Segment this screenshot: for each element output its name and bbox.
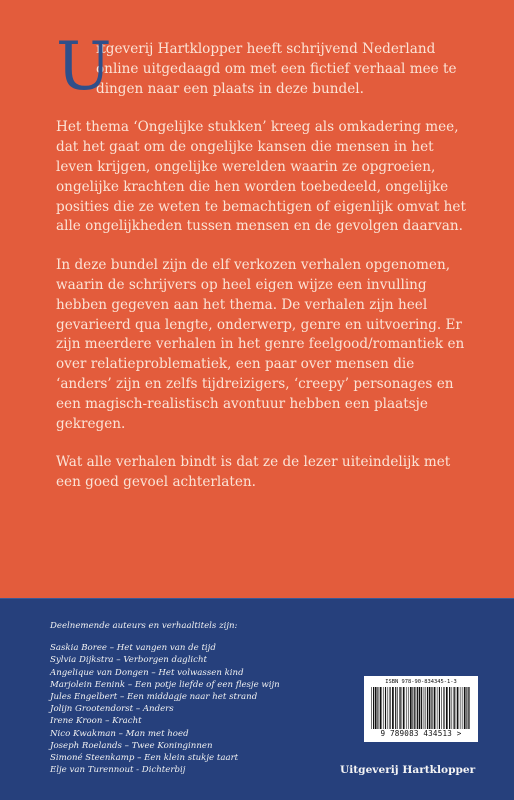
contents-paragraph: In deze bundel zijn de elf verkozen verhalen opgenomen, waarin de schrijvers op heel eigen wijze een invulling hebben gegeven aan het thema. De verhalen zijn heel gevarieerd qua lengte, onderwerp, genre en uitvoering. Er zijn meerdere verhalen in het genre feelgood/romantiek en over relatieproblematiek, een paar over mensen die ‘anders’ zijn en zelfs tijdreizigers, ‘creepy’ personages en een magisch-realistisch avontuur hebben een plaatsje gekregen. [56, 257, 465, 432]
barcode-bar [412, 687, 413, 729]
barcode-bar [449, 687, 450, 729]
barcode-bar [417, 687, 418, 729]
barcode-bar [441, 687, 442, 729]
intro-text: itgeverij Hartklopper heeft schrijvend Nederland online uitgedaagd om met een fictief verhaal mee te dingen naar een plaats in deze bundel. [96, 41, 457, 97]
barcode-bar [373, 687, 374, 729]
barcode-bar [410, 687, 412, 729]
barcode-bar [424, 687, 425, 729]
barcode-bar [427, 687, 428, 729]
author-entry: Jules Engelbert – Een middagje naar het strand [50, 692, 258, 703]
barcode-bar [468, 687, 469, 729]
barcode-bar [380, 687, 382, 729]
barcode-bar [429, 687, 431, 729]
barcode-bar [403, 687, 405, 729]
barcode-bars [370, 687, 472, 729]
barcode-bar [399, 687, 400, 729]
theme-paragraph: Het thema ‘Ongelijke stukken’ kreeg als omkadering mee, dat het gaat om de ongelijke kansen die mensen in het leven krijgen, ongelijke werelden waarin ze opgroeien, ongelijke krachten die hen worden toebedeeld, ongelijke posities die ze weten te bemachtigen of eigenlijk omvat het alle ongelijkheden tussen mensen en de gevolgen daarvan. [56, 119, 466, 235]
barcode-bar [419, 687, 421, 729]
barcode-bar [437, 687, 438, 729]
author-entry: Joseph Roelands – Twee Koninginnen [50, 740, 213, 751]
barcode-bar [408, 687, 409, 729]
barcode-bar [462, 687, 463, 729]
barcode-bar [395, 687, 396, 729]
barcode-bar [392, 687, 394, 729]
barcode-bar [432, 687, 433, 729]
barcode [364, 676, 478, 742]
barcode-bar [385, 687, 386, 729]
barcode-bar [439, 687, 440, 729]
barcode-bar [377, 687, 378, 729]
barcode-bar [390, 687, 391, 729]
barcode-bar [414, 687, 415, 729]
barcode-digits: 9 789083 434513 > [380, 729, 462, 738]
closing-paragraph: Wat alle verhalen bindt is dat ze de lezer uiteindelijk met een goed gevoel achterlaten. [56, 454, 451, 491]
barcode-bar [457, 687, 459, 729]
author-entry: Marjolein Eenink – Een potje liefde of een flesje wijn [50, 679, 280, 690]
barcode-bar [443, 687, 444, 729]
barcode-bar [371, 687, 372, 729]
author-entry: Elje van Turennout - Dichterbij [50, 765, 186, 776]
author-entry: Irene Kroon – Kracht [50, 716, 142, 727]
barcode-bar [454, 687, 455, 729]
author-entry: Saskia Boree – Het vangen van de tijd [50, 643, 216, 654]
barcode-bar [375, 687, 377, 729]
barcode-bar [466, 687, 467, 729]
barcode-bar [383, 687, 384, 729]
author-list-heading: Deelnemende auteurs en verhaaltitels zijn: [50, 621, 238, 631]
barcode-bar [406, 687, 407, 729]
barcode-bar [416, 687, 417, 729]
author-entry: Sylvia Dijkstra – Verborgen daglicht [50, 655, 207, 666]
barcode-bar [434, 687, 436, 729]
barcode-bar [453, 687, 454, 729]
barcode-bar [469, 687, 470, 729]
publisher-name: Uitgeverij Hartklopper [340, 764, 476, 776]
barcode-bar [446, 687, 448, 729]
intro-paragraph [56, 28, 466, 105]
barcode-bar [397, 687, 398, 729]
author-entry: Simoné Steenkamp – Een klein stukje taart [50, 753, 239, 764]
barcode-bar [460, 687, 461, 729]
barcode-bar [400, 687, 401, 729]
barcode-bar [451, 687, 452, 729]
barcode-bar [388, 687, 389, 729]
barcode-bar [464, 687, 466, 729]
author-entry: Jolijn Grootendorst – Anders [50, 704, 174, 715]
isbn-label: ISBN 978-90-834345-1-3 [385, 679, 457, 685]
blurb [56, 28, 466, 512]
drop-cap: U [56, 28, 112, 105]
author-list [50, 620, 350, 776]
barcode-bar [379, 687, 380, 729]
author-entry: Nico Kwakman – Man met hoed [50, 728, 189, 739]
barcode-bar [421, 687, 422, 729]
barcode-bar [425, 687, 426, 729]
barcode-bar [431, 687, 432, 729]
author-entry: Angelique van Dongen – Het volwassen kind [50, 667, 244, 678]
